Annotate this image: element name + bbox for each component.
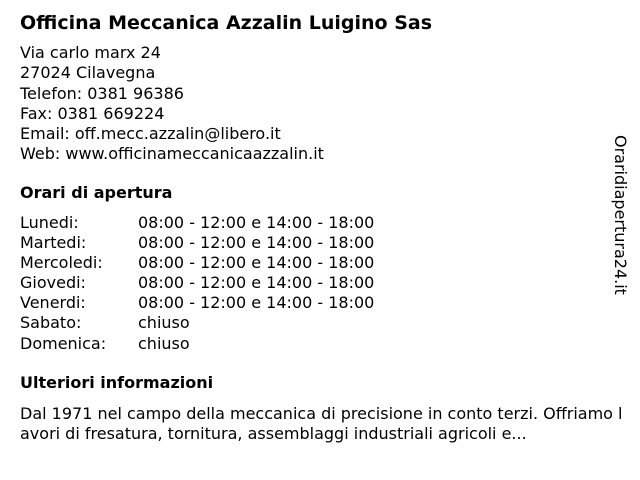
day-hours: chiuso [138,313,190,333]
day-hours: 08:00 - 12:00 e 14:00 - 18:00 [138,293,375,313]
web-line: Web: www.officinameccanicaazzalin.it [20,144,324,164]
day-hours: 08:00 - 12:00 e 14:00 - 18:00 [138,233,375,253]
city-line: 27024 Cilavegna [20,63,156,83]
hours-row-friday [20,293,374,313]
day-label: Venerdi: [20,293,86,313]
day-label: Sabato: [20,313,82,333]
site-watermark: Oraridiapertura24.it [611,135,630,295]
day-hours: 08:00 - 12:00 e 14:00 - 18:00 [138,273,375,293]
email-line: Email: off.mecc.azzalin@libero.it [20,124,281,144]
address-line: Via carlo marx 24 [20,43,161,62]
hours-heading: Orari di apertura [20,183,173,202]
day-hours: chiuso [138,333,190,353]
hours-row-sunday [20,334,374,354]
hours-row-thursday [20,273,374,293]
hours-row-tuesday [20,233,374,253]
day-label: Giovedi: [20,273,86,293]
phone-line: Telefon: 0381 96386 [20,83,184,103]
day-hours: 08:00 - 12:00 e 14:00 - 18:00 [138,253,375,273]
info-heading: Ulteriori informazioni [20,373,214,392]
fax-line: Fax: 0381 669224 [20,103,165,123]
business-title: Officina Meccanica Azzalin Luigino Sas [20,12,433,34]
day-label: Martedi: [20,233,87,253]
hours-row-monday [20,213,374,233]
day-hours: 08:00 - 12:00 e 14:00 - 18:00 [138,213,375,232]
opening-hours-table [20,213,374,354]
day-label: Lunedi: [20,213,79,232]
contact-block [20,43,324,165]
day-label: Mercoledi: [20,253,103,273]
day-label: Domenica: [20,333,107,353]
hours-row-saturday [20,313,374,333]
business-description: Dal 1971 nel campo della meccanica di precisione in conto terzi. Offriamo lavori di fresatura, tornitura, assemblaggi industriali agricoli e... [20,404,623,443]
hours-row-wednesday [20,253,374,273]
